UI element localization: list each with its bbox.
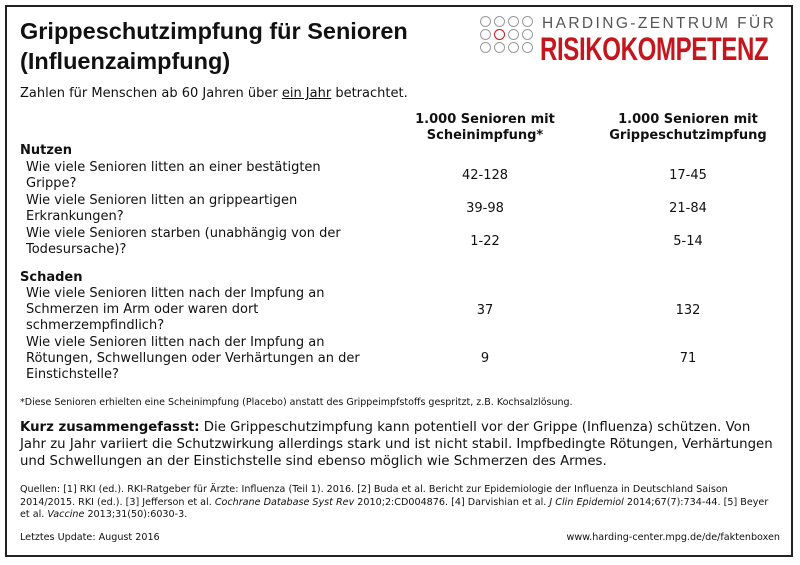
value-placebo: 1-22 <box>470 234 500 249</box>
value-vaccine: 21-84 <box>669 201 707 216</box>
title-line-1: Grippeschutzimpfung für Senioren <box>20 18 408 44</box>
intro-underlined: ein Jahr <box>281 86 332 101</box>
value-placebo: 39-98 <box>466 201 504 216</box>
section-heading-schaden: Schaden <box>20 270 83 285</box>
value-vaccine: 5-14 <box>673 234 703 249</box>
value-placebo: 42-128 <box>461 168 509 183</box>
title-line-2: (Influenzaimpfung) <box>20 48 231 74</box>
footnote: *Diese Senioren erhielten eine Scheinimpfung (Placebo) anstatt des Grippeimpfstoffs gespritzt, z.B. Kochsalzlösung. <box>20 397 573 408</box>
value-placebo: 9 <box>480 351 490 366</box>
page-title <box>20 16 470 76</box>
question-injection-site: Wie viele Senioren litten nach der Impfung an Rötungen, Schwellungen oder Verhärtungen an der Einstichstelle? <box>26 335 360 382</box>
section-heading-nutzen: Nutzen <box>20 143 72 158</box>
value-vaccine: 132 <box>675 303 701 318</box>
intro-text: Zahlen für Menschen ab 60 Jahren über ein Jahr betrachtet. <box>20 86 408 101</box>
sources: Quellen: [1] RKI (ed.). RKI-Ratgeber für Ärzte: Influenza (Teil 1). 2016. [2] Buda et al. Bericht zur Epidemiologie der Influenza in Deutschland Saison 2014/2015. RKI (ed.). [3] Jefferson et al. Cochrane Database Syst Rev 2010;2:CD004876. [4] Darvishian et al. J Clin Epidemiol 2014;67(7):734-44. [5] Beyer et al. Vaccine 2013;31(50):6030-3. <box>20 484 769 520</box>
summary <box>20 419 780 470</box>
logo-text-bottom: RISIKOKOMPETENZ <box>540 31 769 67</box>
last-updated: Letztes Update: August 2016 <box>20 532 160 543</box>
factbox-url: www.harding-center.mpg.de/de/faktenboxen <box>566 532 780 543</box>
logo-dots-icon <box>480 16 536 66</box>
harding-center-logo <box>480 16 780 66</box>
question-arm-pain: Wie viele Senioren litten nach der Impfung an Schmerzen im Arm oder waren dort schmerzempfindlich? <box>26 286 325 333</box>
question-flu-like-illness: Wie viele Senioren litten an grippeartigen Erkrankungen? <box>26 193 298 224</box>
question-confirmed-flu: Wie viele Senioren litten an einer bestätigten Grippe? <box>26 160 321 191</box>
summary-label: Kurz zusammengefasst: <box>20 420 200 435</box>
value-vaccine: 17-45 <box>669 168 707 183</box>
logo-text-top: HARDING-ZENTRUM FÜR <box>542 15 777 32</box>
value-vaccine: 71 <box>679 351 697 366</box>
summary-text: Die Grippeschutzimpfung kann potentiell vor der Grippe (Influenza) schützen. Von Jahr zu Jahr variiert die Schutzwirkung allerdings stark und ist nicht stabil. Impfbedingte Rötungen, Verhärtungen und Schwellungen an der Einstichstelle sind ebenso möglich wie Schmerzen des Armes. <box>20 420 773 469</box>
value-placebo: 37 <box>476 303 494 318</box>
column-header-placebo: 1.000 Senioren mit Scheinimpfung* <box>415 112 555 143</box>
question-deaths: Wie viele Senioren starben (unabhängig von der Todesursache)? <box>26 226 341 257</box>
column-header-vaccine: 1.000 Senioren mit Grippeschutzimpfung <box>609 112 767 143</box>
